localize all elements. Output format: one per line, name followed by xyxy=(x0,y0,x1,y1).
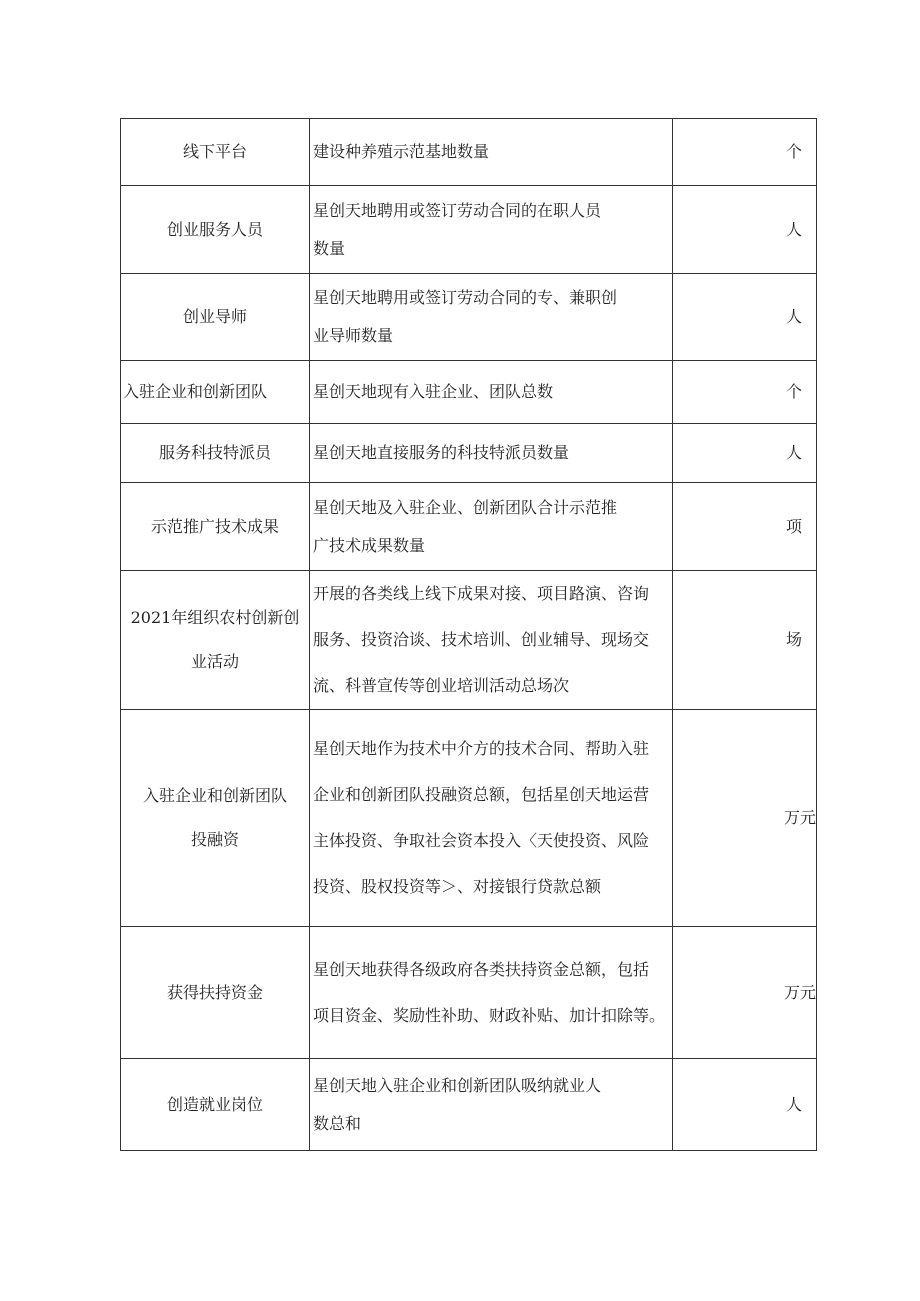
indicator-description: 星创天地聘用或签订劳动合同的专、兼职创 业导师数量 xyxy=(313,288,618,345)
indicator-unit-cell xyxy=(673,361,817,424)
indicator-desc-cell xyxy=(310,119,673,186)
indicator-unit: 个 xyxy=(785,142,802,161)
indicator-description: 星创天地及入驻企业、创新团队合计示范推 广技术成果数量 xyxy=(313,497,618,555)
indicator-unit: 人 xyxy=(785,307,802,326)
indicator-unit: 人 xyxy=(785,1094,802,1114)
indicator-unit-cell xyxy=(673,927,817,1059)
indicator-description: 开展的各类线上线下成果对接、项目路演、咨询 服务、投资洽谈、技术培训、创业辅导、现场交 流、科普宣传等创业培训活动总场次 xyxy=(313,584,650,695)
indicator-description: 建设种养殖示范基地数量 xyxy=(313,142,490,161)
indicator-unit: 人 xyxy=(785,219,802,239)
indicator-description: 星创天地直接服务的科技特派员数量 xyxy=(313,443,570,462)
indicator-name-cell xyxy=(121,274,310,361)
indicator-desc-cell xyxy=(310,1059,673,1151)
table-row xyxy=(121,186,817,274)
indicator-table xyxy=(120,118,817,1151)
table-row xyxy=(121,274,817,361)
table-row xyxy=(121,710,817,927)
indicator-name: 2021年组织农村创新创 业活动 xyxy=(130,608,300,671)
indicator-name: 示范推广技术成果 xyxy=(150,516,279,536)
table-row xyxy=(121,571,817,710)
indicator-name: 获得扶持资金 xyxy=(166,982,263,1002)
indicator-desc-cell xyxy=(310,483,673,571)
table-row xyxy=(121,483,817,571)
indicator-unit-cell xyxy=(673,424,817,483)
table-row xyxy=(121,927,817,1059)
indicator-desc-cell xyxy=(310,424,673,483)
indicator-unit-cell xyxy=(673,571,817,710)
indicator-description: 星创天地获得各级政府各类扶持资金总额，包括 项目资金、奖励性补助、财政补贴、加计扣除等。 xyxy=(313,959,666,1025)
indicator-description: 星创天地作为技术中介方的技术合同、帮助入驻 企业和创新团队投融资总额，包括星创天地运营 主体投资、争取社会资本投入〈天使投资、风险 投资、股权投资等＞、对接银行贷款总额 xyxy=(313,739,650,896)
indicator-name-cell xyxy=(121,483,310,571)
indicator-description: 星创天地入驻企业和创新团队吸纳就业人 数总和 xyxy=(313,1075,602,1133)
indicator-desc-cell xyxy=(310,186,673,274)
indicator-name: 创业导师 xyxy=(182,307,247,326)
indicator-name: 服务科技特派员 xyxy=(158,443,271,462)
indicator-desc-cell xyxy=(310,361,673,424)
indicator-unit-cell xyxy=(673,483,817,571)
indicator-name: 线下平台 xyxy=(182,142,247,161)
indicator-name: 创造就业岗位 xyxy=(166,1094,263,1114)
indicator-name-cell xyxy=(121,710,310,927)
indicator-unit: 万元 xyxy=(783,808,816,827)
indicator-unit: 人 xyxy=(785,443,802,462)
indicator-name-cell xyxy=(121,927,310,1059)
indicator-name-cell xyxy=(121,424,310,483)
indicator-name-cell xyxy=(121,1059,310,1151)
indicator-name: 创业服务人员 xyxy=(166,219,263,239)
indicator-name-cell xyxy=(121,119,310,186)
indicator-name-cell xyxy=(121,571,310,710)
indicator-desc-cell xyxy=(310,710,673,927)
indicator-unit: 项 xyxy=(785,516,802,536)
table-row xyxy=(121,424,817,483)
indicator-unit: 个 xyxy=(785,382,802,401)
indicator-desc-cell xyxy=(310,274,673,361)
indicator-unit-cell xyxy=(673,1059,817,1151)
table-row xyxy=(121,119,817,186)
indicator-desc-cell xyxy=(310,927,673,1059)
indicator-name-cell xyxy=(121,361,310,424)
indicator-unit: 万元 xyxy=(783,982,816,1002)
indicator-name: 入驻企业和创新团队 投融资 xyxy=(142,786,287,849)
indicator-desc-cell xyxy=(310,571,673,710)
indicator-unit: 场 xyxy=(785,630,802,649)
indicator-unit-cell xyxy=(673,274,817,361)
table-row xyxy=(121,1059,817,1151)
indicator-unit-cell xyxy=(673,119,817,186)
indicator-name: 入驻企业和创新团队 xyxy=(123,382,268,401)
indicator-unit-cell xyxy=(673,186,817,274)
table-row xyxy=(121,361,817,424)
indicator-description: 星创天地现有入驻企业、团队总数 xyxy=(313,382,554,401)
indicator-description: 星创天地聘用或签订劳动合同的在职人员 数量 xyxy=(313,200,602,258)
indicator-name-cell xyxy=(121,186,310,274)
indicator-unit-cell xyxy=(673,710,817,927)
